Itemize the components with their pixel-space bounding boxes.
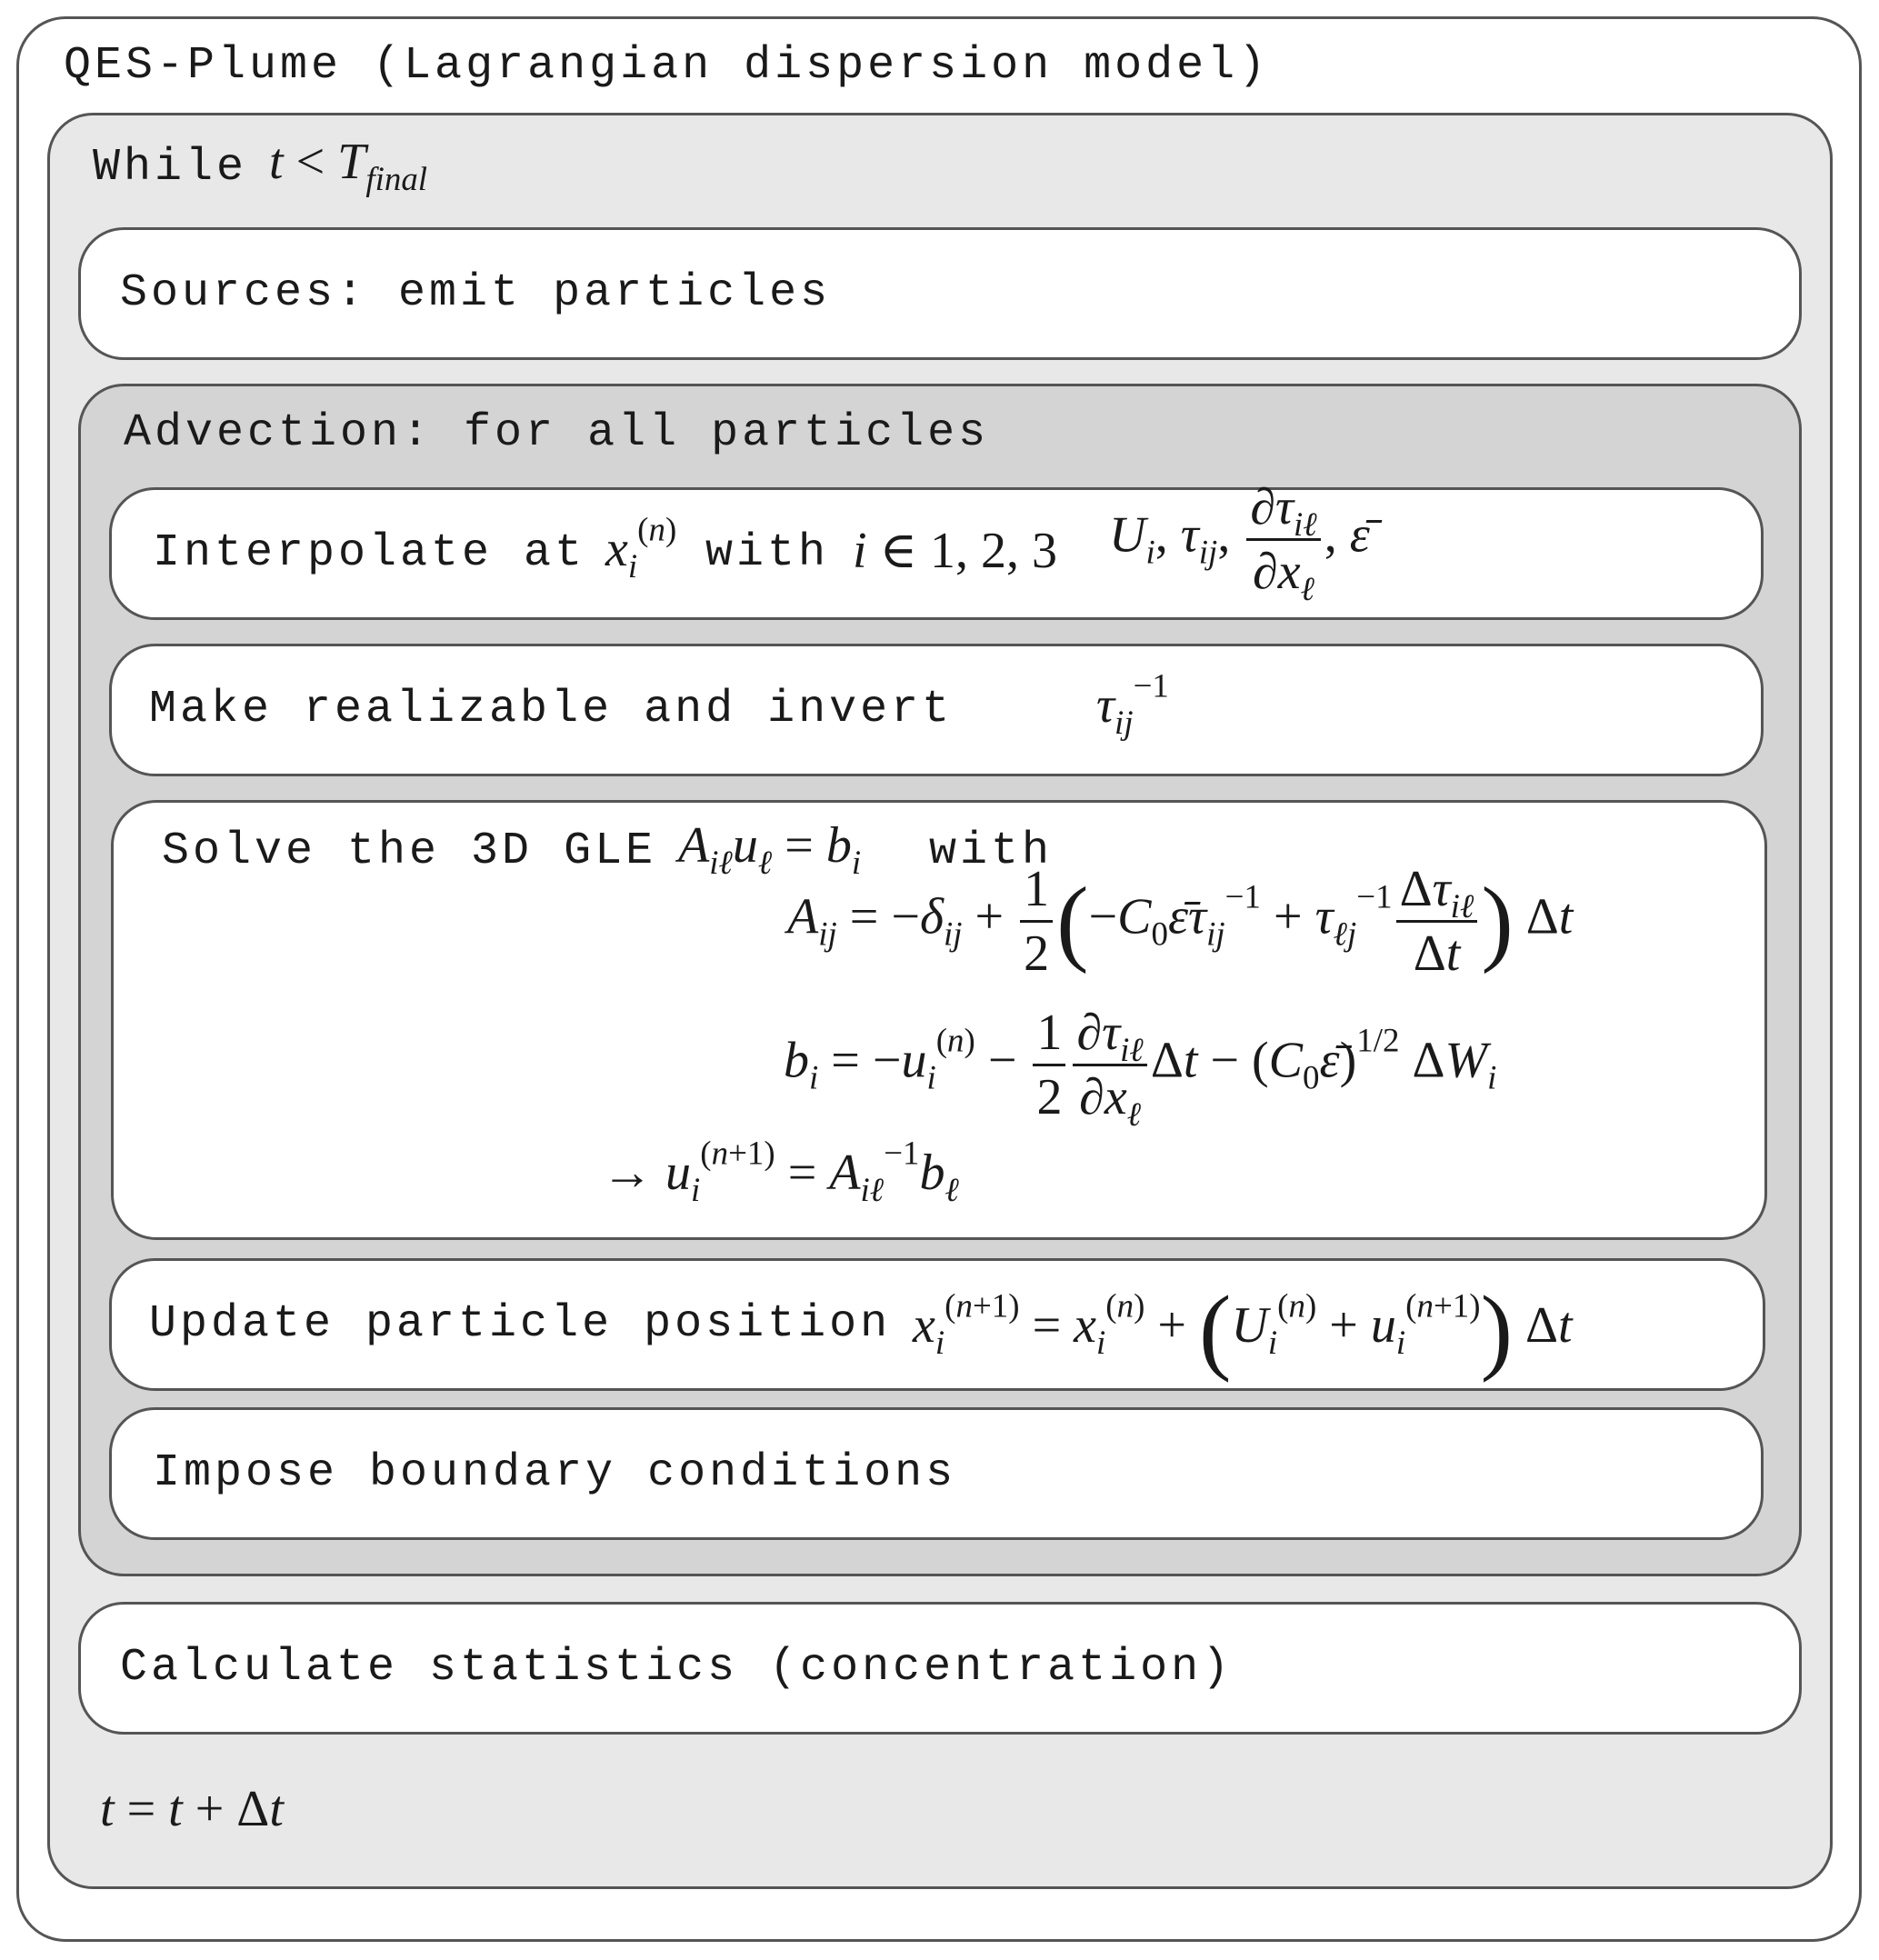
model-title: QES-Plume (Lagrangian dispersion model) bbox=[64, 40, 1270, 92]
update-equation: $x_i^{(n+1)} = x_i^{(n)} + (U_i^{(n)} + u_i^{(n+1)})$ Δt bbox=[913, 1276, 1573, 1384]
time-increment: t = t + Δt bbox=[100, 1781, 284, 1837]
gle-solution: → $u_i^{(n+1)} = A_{i\ell}^{-1}b_\ell$ bbox=[602, 1134, 959, 1208]
inverse-stress-tensor: $\tau_{ij}^{-1}$ bbox=[1096, 666, 1169, 741]
gle-vector-definition: $b_i = -u_i^{(n)}$ − $\frac{1}{2}$ $\frac{\partial\tau_{i\ell}}{\partial x_\ell}$ $\Delta t - (C_0\varepsilon̄)^{1/2}$ $\Delta W_i$ bbox=[784, 1005, 1497, 1133]
interpolate-index-set: i ∈ 1, 2, 3 bbox=[853, 523, 1058, 579]
interpolate-with: with bbox=[705, 527, 830, 579]
gle-label: Solve the 3D GLE bbox=[162, 825, 657, 877]
boundary-label: Impose boundary conditions bbox=[153, 1447, 957, 1499]
interpolate-label: Interpolate at bbox=[153, 527, 586, 579]
update-label: Update particle position bbox=[149, 1298, 892, 1350]
gle-matrix-definition: $A_{ij} = -\delta_{ij}$ + $\frac{1}{2}$ ($-C_0\varepsilon̄\tau_{ij}^{-1} + \tau_{\ell j}^{-1}$ $\frac{\Delta\tau_{i\ell}}{\Delta t}$ ) Δt bbox=[787, 861, 1574, 982]
gle-with: with bbox=[929, 825, 1054, 877]
interpolate-position: $x_i^{(n)}$ bbox=[605, 510, 677, 585]
sources-label: Sources: emit particles bbox=[120, 267, 832, 319]
statistics-label: Calculate statistics (concentration) bbox=[120, 1642, 1234, 1694]
interpolate-quantities: $U_i$, $\tau_{ij}$, $\frac{\partial\tau_{i\ell}}{\partial x_\ell}$ , ε̄ bbox=[1109, 479, 1370, 607]
realizable-label: Make realizable and invert bbox=[149, 684, 954, 735]
loop-keyword: While bbox=[93, 142, 248, 194]
loop-condition: $t < T_{final}$ bbox=[269, 134, 428, 197]
gle-equation: $A_{i\ell}u_\ell = b_i$ bbox=[678, 817, 862, 881]
advection-title: Advection: for all particles bbox=[124, 407, 990, 459]
